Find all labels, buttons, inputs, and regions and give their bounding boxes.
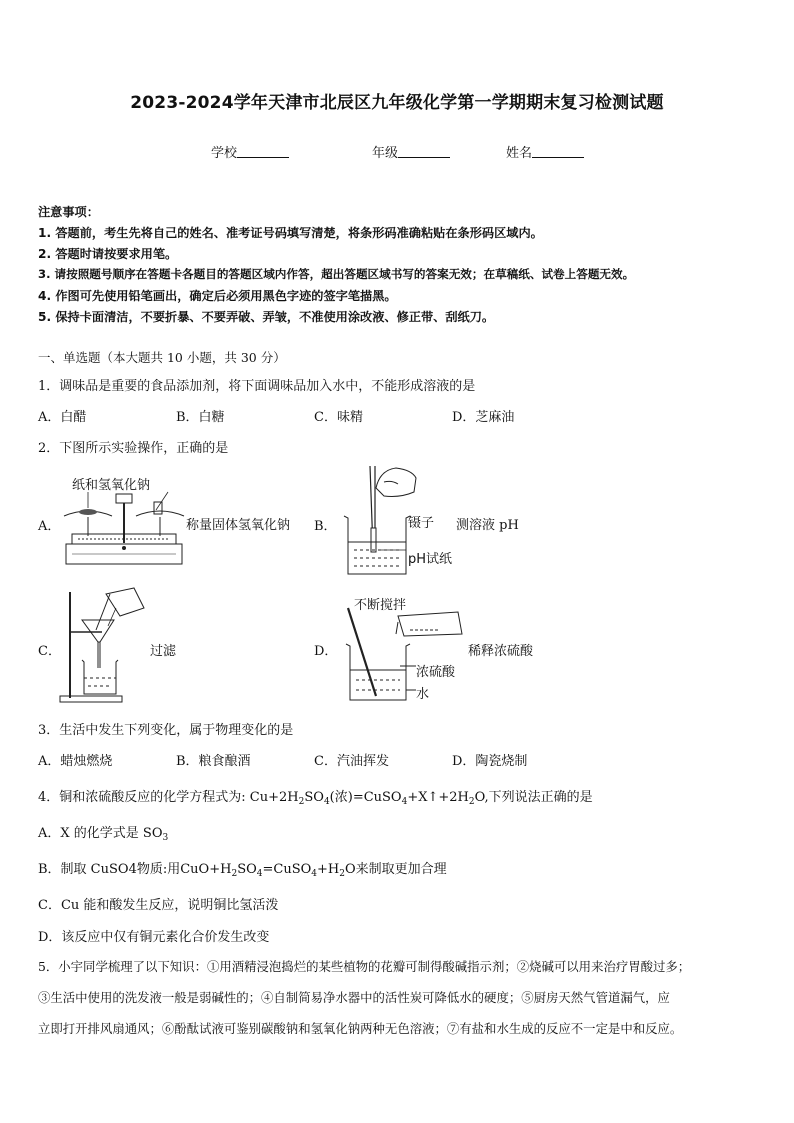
- question-4-stem: [38, 786, 593, 805]
- name-label: 姓名: [506, 146, 533, 161]
- water-label: 水: [416, 687, 430, 702]
- q2-option-d[interactable]: D．: [314, 644, 338, 659]
- notice-item: 1. 答题前，考生先将自己的姓名、准考证号码填写清楚，将条形码准确粘贴在条形码区域内。: [38, 226, 543, 240]
- dilute-side-label: 稀释浓硫酸: [468, 644, 534, 659]
- school-field[interactable]: [211, 142, 289, 161]
- notice-item: 3. 请按照题号顺序在答题卡各题目的答题区域内作答，超出答题区域书写的答案无效；在草稿纸、试卷上答题无效。: [38, 267, 635, 281]
- q1-option-c[interactable]: C．味精: [314, 410, 363, 425]
- notice-heading: 注意事项：: [38, 205, 99, 219]
- q3-option-c[interactable]: C．汽油挥发: [314, 754, 389, 769]
- question-3-stem: 3．生活中发生下列变化，属于物理变化的是: [38, 723, 294, 738]
- q4-equation: $Cu+2H_2SO_4$(浓)$=CuSO_4+X↑+2H_2O$: [249, 790, 485, 807]
- grade-field[interactable]: [372, 142, 450, 161]
- question-5-line: 5．小宇同学梳理了以下知识：①用酒精浸泡捣烂的某些植物的花瓣可制得酸碱指示剂；②烧碱可以用来治疗胃酸过多；: [38, 959, 691, 974]
- filtration-illustration: [58, 586, 150, 704]
- balance-top-label: 纸和氢氧化钠: [72, 478, 151, 493]
- q1-option-a[interactable]: A．白醋: [38, 410, 87, 425]
- grade-label: 年级: [372, 146, 399, 161]
- name-blank[interactable]: [532, 145, 584, 158]
- balance-side-label: 称量固体氢氧化钠: [186, 518, 291, 533]
- q4-option-b[interactable]: B．制取 CuSO4物质:用$CuO+H_2SO_4=CuSO_4+H_2O$来制取更加合理: [38, 862, 447, 879]
- question-5-line: ③生活中使用的洗发液一般是弱碱性的；④自制简易净水器中的活性炭可降低水的硬度；⑤厨房天然气管道漏气，应: [38, 990, 670, 1005]
- q2-option-b[interactable]: B．: [314, 519, 337, 534]
- notice-item: 4. 作图可先使用铅笔画出，确定后必须用黑色字迹的签字笔描黑。: [38, 289, 397, 303]
- grade-blank[interactable]: [398, 145, 450, 158]
- balance-scale-illustration: [58, 488, 188, 568]
- tweezers-label: 镊子: [408, 516, 435, 531]
- section-heading: 一、单选题（本大题共 10 小题，共 30 分）: [38, 350, 286, 365]
- acid-label: 浓硫酸: [416, 665, 456, 680]
- ph-test-illustration: [340, 462, 420, 580]
- school-blank[interactable]: [237, 145, 289, 158]
- name-field[interactable]: [506, 142, 584, 161]
- notice-item: 5. 保持卡面清洁，不要折暴、不要弄破、弄皱，不准使用涂改液、修正带、刮纸刀。: [38, 310, 495, 324]
- filter-side-label: 过滤: [150, 644, 177, 659]
- question-5-line: 立即打开排风扇通风；⑥酚酞试液可鉴别碳酸钠和氢氧化钠两种无色溶液；⑦有盐和水生成的反应不一定是中和反应。: [38, 1021, 683, 1036]
- notice-item: 2. 答题时请按要求用笔。: [38, 247, 178, 261]
- ph-paper-label: pH试纸: [408, 552, 453, 567]
- q4-option-d[interactable]: D．该反应中仅有铜元素化合价发生改变: [38, 930, 270, 945]
- q3-option-b[interactable]: B．粮食酿酒: [176, 754, 251, 769]
- q1-option-d[interactable]: D．芝麻油: [452, 410, 515, 425]
- school-label: 学校: [211, 146, 238, 161]
- dilution-illustration: [340, 604, 468, 708]
- question-2-stem: 2．下图所示实验操作，正确的是: [38, 441, 229, 456]
- q3-option-a[interactable]: A．蜡烛燃烧: [38, 754, 113, 769]
- q4-option-a[interactable]: A．X 的化学式是 $SO_3$: [38, 826, 169, 843]
- q3-option-d[interactable]: D．陶瓷烧制: [452, 754, 528, 769]
- q2-option-c[interactable]: C．: [38, 644, 61, 659]
- ph-side-label: 测溶液 pH: [456, 518, 519, 533]
- stir-label: 不断搅拌: [354, 598, 407, 613]
- q1-option-b[interactable]: B．白糖: [176, 410, 225, 425]
- page-title: 2023-2024学年天津市北辰区九年级化学第一学期期末复习检测试题: [130, 93, 664, 113]
- q4-stem-post: ,下列说法正确的是: [484, 790, 593, 805]
- q4-option-c[interactable]: C．Cu 能和酸发生反应，说明铜比氢活泼: [38, 898, 279, 913]
- q2-option-a[interactable]: A．: [38, 519, 61, 534]
- q4-stem-pre: 4．铜和浓硫酸反应的化学方程式为:: [38, 790, 250, 805]
- question-1-stem: 1．调味品是重要的食品添加剂，将下面调味品加入水中，不能形成溶液的是: [38, 379, 476, 394]
